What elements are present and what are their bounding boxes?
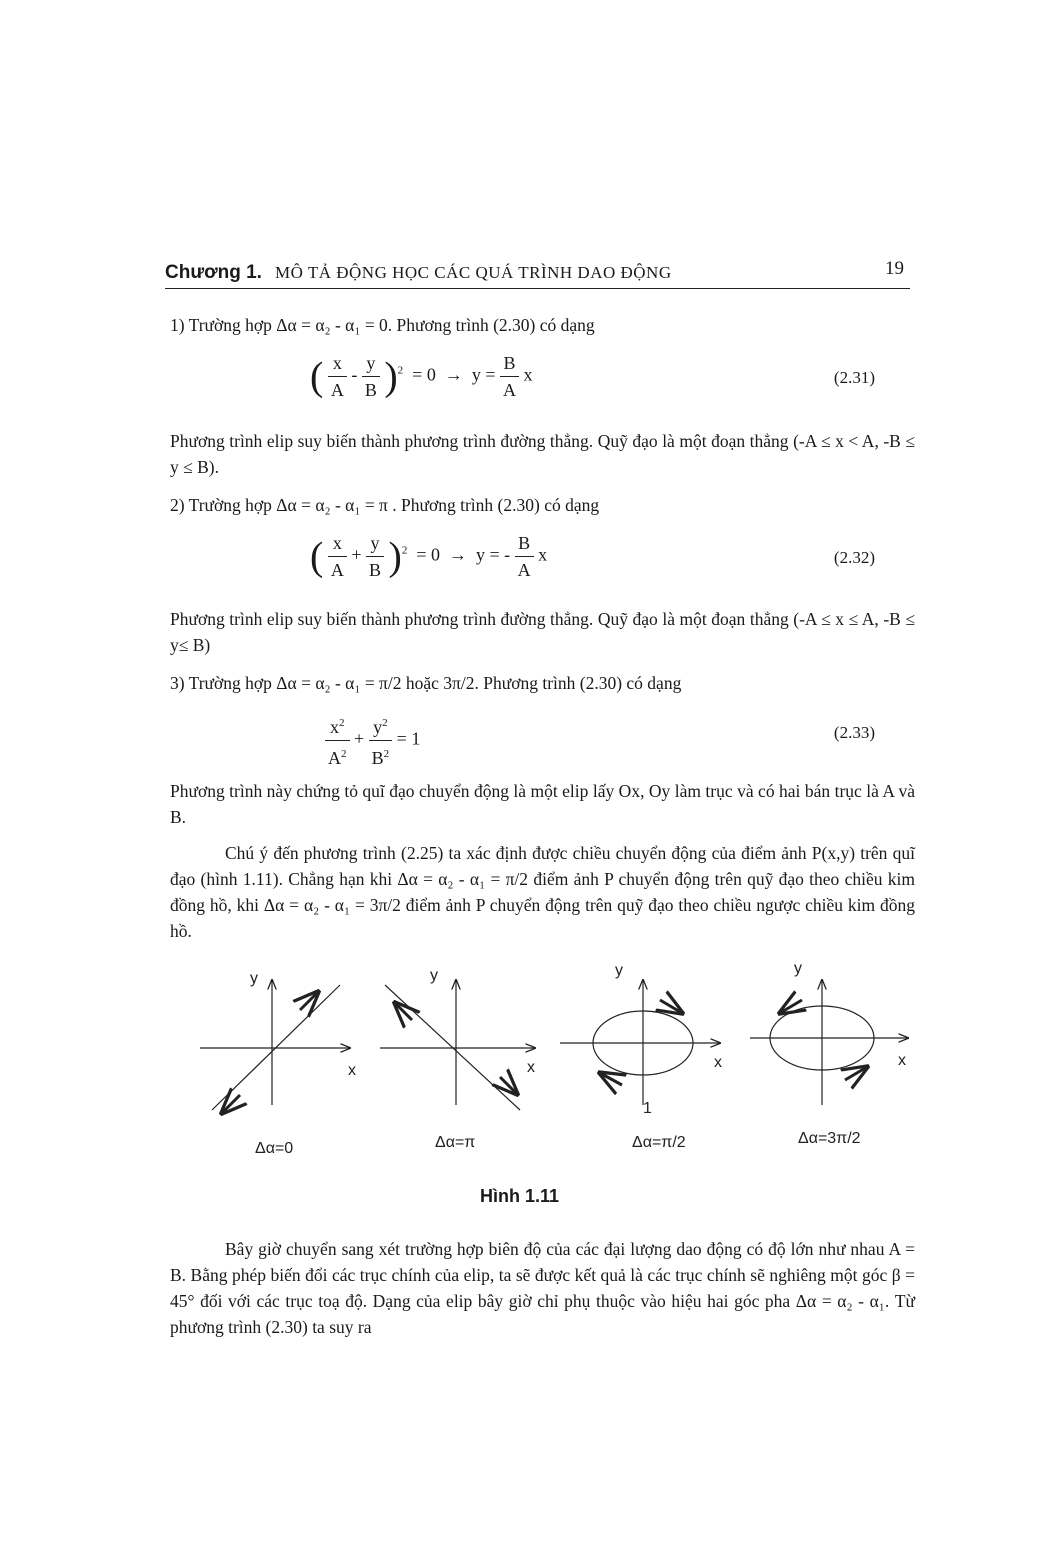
x-label-4: x <box>898 1052 906 1069</box>
panel-delta-pi-2 <box>560 980 720 1105</box>
equation-2-33: $\frac{x^2}{A^2}$ + $\frac{y^2}{B^2}$ = 1 <box>325 710 420 771</box>
eq-number-2-31: (2.31) <box>833 368 875 387</box>
panel-label-1: Δα=0 <box>255 1140 294 1157</box>
running-header <box>165 254 910 289</box>
y-label-2: y <box>430 967 438 984</box>
panel-label-2: Δα=π <box>435 1134 476 1151</box>
final-paragraph: Bây giờ chuyển sang xét trường hợp biên độ của các đại lượng dao động có độ lớn như nhau A = B. Bằng phép biến đổi các trục chính của elip, ta sẽ được kết quả là các trục chính sẽ nghiêng một góc β = 45° đối với các trục toạ độ. Dạng của elip bây giờ chỉ phụ thuộc vào hiệu hai góc pha Δα = α₂ - α₁. Từ phương trình (2.30) ta suy ra <box>170 1239 915 1337</box>
x-label-2: x <box>527 1059 535 1076</box>
equation-2-32: ( $\frac{x}{A}$ + $\frac{y}{B}$ )$^2$ = 0 → y = - $\frac{B}{A}$ x <box>310 530 547 583</box>
y-label-4: y <box>794 960 802 977</box>
eq-number-2-33: (2.33) <box>833 723 875 742</box>
y-label-1: y <box>250 970 258 987</box>
x-label-1: x <box>348 1062 356 1079</box>
figure-1-11 <box>190 955 930 1160</box>
eq-number-2-32: (2.32) <box>833 548 875 567</box>
arrow-up-2 <box>395 1003 412 1020</box>
case3-intro: 3) Trường hợp Δα = α₂ - α₁ = π/2 hoặc 3π/2. Phương trình (2.30) có dạng <box>170 673 682 693</box>
tick-label-3: 1 <box>643 1100 652 1117</box>
panel-delta-pi <box>380 980 535 1110</box>
case3-text: Phương trình này chứng tỏ quĩ đạo chuyển động là một elip lấy Ox, Oy làm trục và có hai bán trục là A và B. <box>170 781 915 827</box>
arrow-cw-top-3 <box>660 1000 682 1013</box>
case1-intro: 1) Trường hợp Δα = α₂ - α₁ = 0. Phương trình (2.30) có dạng <box>170 315 595 335</box>
equation-2-31: ( $\frac{x}{A}$ - $\frac{y}{B}$ )$^2$ = 0 → y = $\frac{B}{A}$ x <box>310 350 532 403</box>
arrow-up-1 <box>300 992 318 1010</box>
y-label-3: y <box>615 962 623 979</box>
chapter-title: MÔ TẢ ĐỘNG HỌC CÁC QUÁ TRÌNH DAO ĐỘNG <box>275 263 672 282</box>
figure-caption: Hình 1.11 <box>480 1186 560 1206</box>
chapter-label: Chương 1. <box>165 262 262 283</box>
arrow-cw-bottom-3 <box>600 1073 622 1085</box>
case1-text: Phương trình elip suy biến thành phương trình đường thẳng. Quỹ đạo là một đoạn thẳng (-A ≤ x < A, -B ≤ y ≤ B). <box>170 431 915 477</box>
case2-intro: 2) Trường hợp Δα = α₂ - α₁ = π . Phương trình (2.30) có dạng <box>170 495 600 515</box>
arrow-down-2 <box>500 1077 517 1094</box>
direction-paragraph: Chú ý đến phương trình (2.25) ta xác định được chiều chuyển động của điểm ảnh P(x,y) trên quĩ đạo (hình 1.11). Chẳng hạn khi Δα = α₂ - α₁ = π/2 điểm ảnh P chuyển động trên quỹ đạo theo chiều kim đồng hồ, khi Δα = α₂ - α₁ = 3π/2 điểm ảnh P chuyển động trên quỹ đạo theo chiều ngược chiều kim đồng hồ. <box>170 843 915 941</box>
arrow-ccw-bottom-4 <box>845 1067 867 1080</box>
panel-delta-3pi-2 <box>750 980 908 1105</box>
x-label-3: x <box>714 1054 722 1071</box>
panel-delta-0 <box>200 980 350 1113</box>
panel-label-3: Δα=π/2 <box>632 1134 686 1151</box>
case2-text: Phương trình elip suy biến thành phương trình đường thẳng. Quỹ đạo là một đoạn thẳng (-A ≤ x ≤ A, -B ≤ y≤ B) <box>170 609 915 655</box>
arrow-ccw-top-4 <box>780 1000 802 1013</box>
panel-label-4: Δα=3π/2 <box>798 1130 861 1147</box>
page-number: 19 <box>885 258 904 279</box>
